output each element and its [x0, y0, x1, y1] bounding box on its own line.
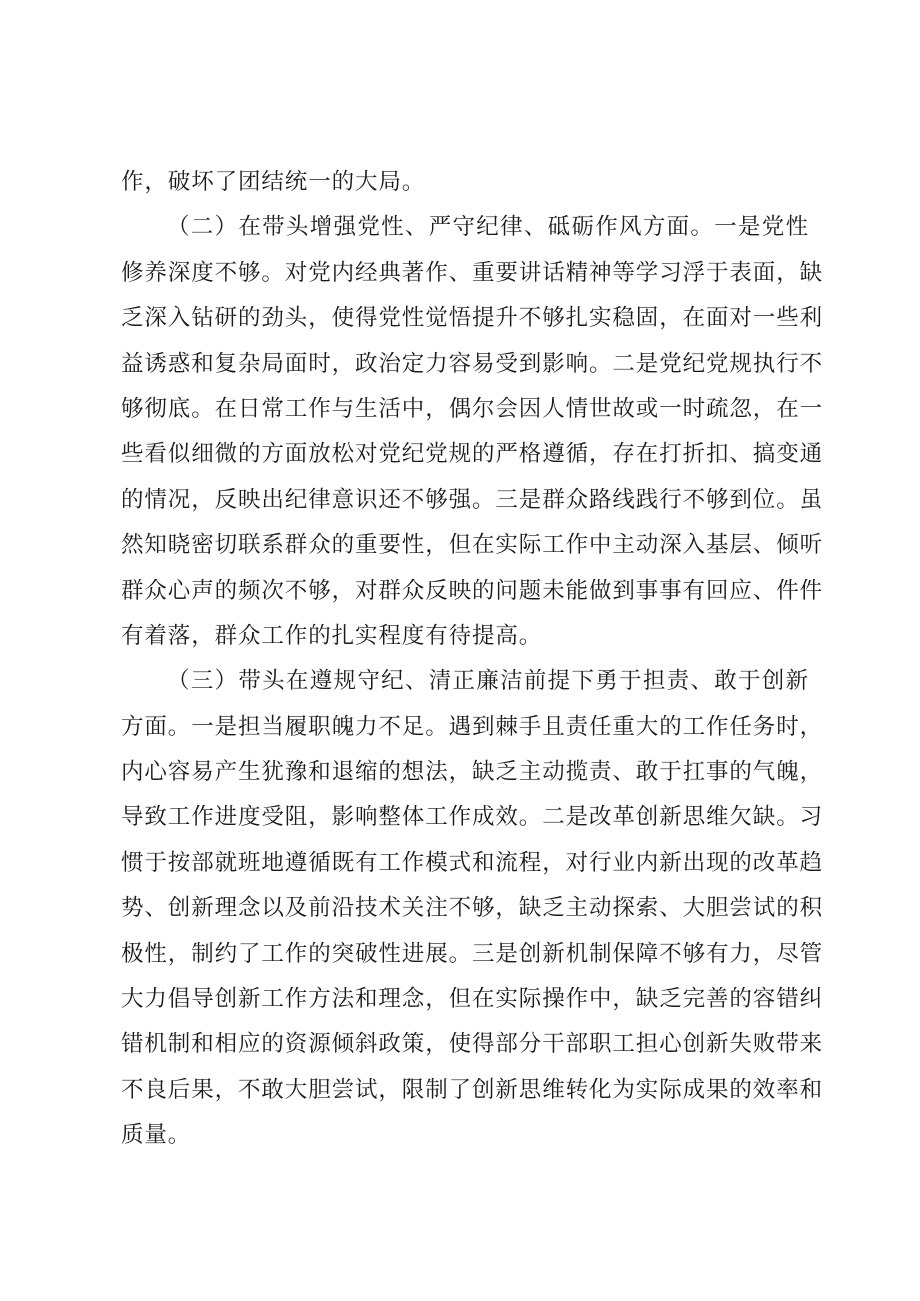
text-line: 然知晓密切联系群众的重要性，但在实际工作中主动深入基层、倾听 [121, 532, 824, 559]
text-line: 益诱惑和复杂局面时，政治定力容易受到影响。二是党纪党规执行不 [121, 350, 824, 377]
text-line: 势、创新理念以及前沿技术关注不够，缺乏主动探索、大胆尝试的积 [121, 895, 824, 922]
text-line: 错机制和相应的资源倾斜政策，使得部分干部职工担心创新失败带来 [121, 1031, 824, 1058]
text-line: 修养深度不够。对党内经典著作、重要讲话精神等学习浮于表面，缺 [121, 259, 824, 286]
text-line: 不良后果，不敢大胆尝试，限制了创新思维转化为实际成果的效率和 [121, 1076, 824, 1103]
text-line: 的情况，反映出纪律意识还不够强。三是群众路线践行不够到位。虽 [121, 486, 824, 513]
text-line: 作，破坏了团结统一的大局。 [121, 169, 426, 195]
text-line: 大力倡导创新工作方法和理念，但在实际操作中，缺乏完善的容错纠 [121, 986, 824, 1013]
text-line: 乏深入钻研的劲头，使得党性觉悟提升不够扎实稳固，在面对一些利 [121, 305, 824, 332]
text-line: 方面。一是担当履职魄力不足。遇到棘手且责任重大的工作任务时， [121, 713, 824, 740]
paragraph-heading-line: （二）在带头增强党性、严守纪律、砥砺作风方面。一是党性 [167, 214, 809, 241]
paragraph-section-3 [121, 659, 824, 1158]
text-line: 导致工作进度受阻，影响整体工作成效。二是改革创新思维欠缺。习 [121, 804, 824, 831]
text-line: 质量。 [121, 1122, 192, 1149]
text-line: 惯于按部就班地遵循既有工作模式和流程，对行业内新出现的改革趋 [121, 849, 824, 876]
text-line: 够彻底。在日常工作与生活中，偶尔会因人情世故或一时疏忽，在一 [121, 395, 824, 422]
text-line: 有着落，群众工作的扎实程度有待提高。 [121, 622, 543, 649]
paragraph-heading-line: （三）带头在遵规守纪、清正廉洁前提下勇于担责、敢于创新 [167, 668, 809, 695]
paragraph-section-2 [121, 205, 824, 659]
text-line: 些看似细微的方面放松对党纪党规的严格遵循，存在打折扣、搞变通 [121, 441, 824, 468]
text-line: 内心容易产生犹豫和退缩的想法，缺乏主动揽责、敢于扛事的气魄， [121, 759, 824, 786]
text-line: 极性，制约了工作的突破性进展。三是创新机制保障不够有力，尽管 [121, 940, 824, 967]
document-body [121, 160, 824, 1159]
paragraph-continuation [121, 160, 809, 205]
text-line: 群众心声的频次不够，对群众反映的问题未能做到事事有回应、件件 [121, 577, 824, 604]
